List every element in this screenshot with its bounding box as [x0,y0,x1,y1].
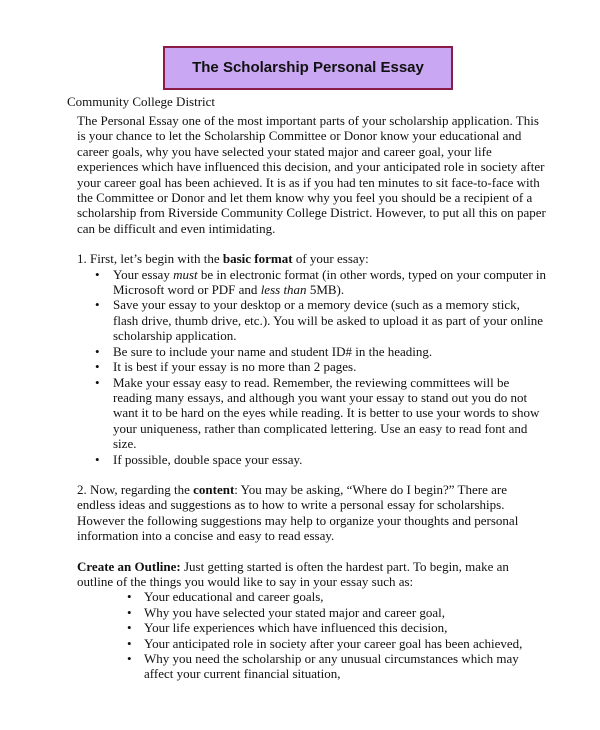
section2-pre: 2. Now, regarding the [77,481,194,497]
outline-text: Just getting started is often the hardest part. To begin, make an outline of the things you would like to say in your essay such as: [77,558,509,589]
document-title: The Scholarship Personal Essay [192,59,424,77]
section1-lead-pre: 1. First, let’s begin with the [77,251,223,267]
format-list [77,267,547,467]
list-item: • Why you have selected your stated major and career goal, [77,605,547,620]
intro-paragraph: The Personal Essay one of the most important parts of your scholarship application. This is your chance to let the Scholarship Committee or Donor know your educational and career goals, why you have selected your stated major and career goal, your life experiences which have influenced this decision, and your anticipated role in society after your career goal has been achieved. It is as if you had ten minutes to sit face-to-face with the Committee or Donor and let them know why you feel you should be a recipient of a scholarship from Riverside Community College District. However, to put all this on paper can be difficult and even intimidating. [77,113,546,236]
list-item: • If possible, double space your essay. [77,452,547,467]
list-item: • Your educational and career goals, [77,589,547,604]
list-item: • It is best if your essay is no more than 2 pages. [77,359,547,374]
list-item: • Save your essay to your desktop or a memory device (such as a memory stick, flash drive, thumb drive, etc.). You will be asked to upload it as part of your online scholarship application. [77,297,547,343]
outline-heading: Create an Outline: [77,558,181,574]
outline-paragraph [77,559,547,590]
district-heading: Community College District [67,94,216,109]
list-item: • Make your essay easy to read. Remember, the reviewing committees will be reading many essays, and although you want your essay to stand out you do not want it to be hard on the eyes while reading. It is better to use your words to show your uniqueness, rather than complicated lettering. Use an easy to read font and size. [77,375,547,452]
section2-post: : You may be asking, “Where do I begin?” There are endless ideas and suggestions as to how to write a personal essay for scholarships. However the following suggestions may help to organize your thoughts and personal information into a concise and easy to read essay. [77,481,519,544]
list-item: • Your essay must be in electronic format (in other words, typed on your computer in Microsoft word or PDF and less than 5MB). [77,267,547,298]
section1-lead-post: of your essay: [292,251,369,267]
list-item: • Your anticipated role in society after your career goal has been achieved, [77,636,547,651]
section1-lead-bold: basic format [222,251,293,267]
list-item: • Your life experiences which have influenced this decision, [77,620,547,635]
document-body [77,113,547,682]
title-box [163,46,453,90]
list-item: • Why you need the scholarship or any unusual circumstances which may affect your current financial situation, [77,651,547,682]
section1-lead [77,251,547,266]
list-item: • Be sure to include your name and student ID# in the heading. [77,344,547,359]
outline-list [77,589,547,681]
section2-bold: content [193,481,235,497]
section2-paragraph [77,482,547,544]
